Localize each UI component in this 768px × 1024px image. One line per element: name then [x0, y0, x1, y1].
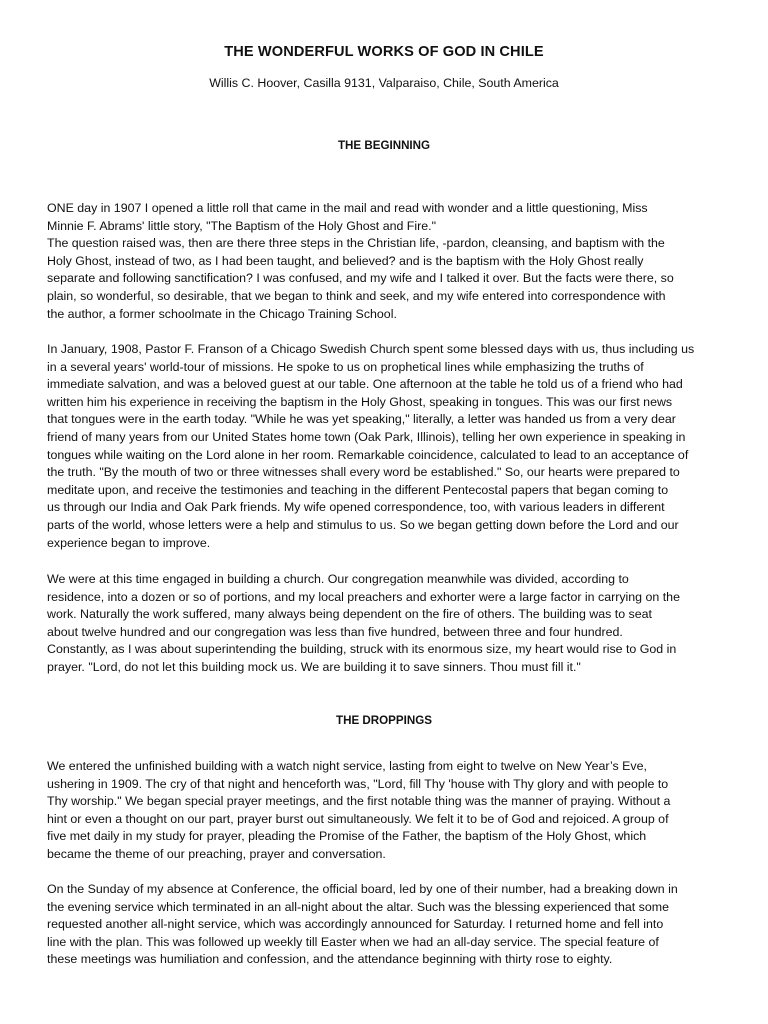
paragraph-line: separate and following sanctification? I was confused, and my wife and I talked it over. But the facts were there, so: [47, 271, 674, 286]
paragraph-line: Thy worship." We began special prayer meetings, and the first notable thing was the manner of praying. Without a: [47, 794, 671, 809]
section-heading-beginning: THE BEGINNING: [337, 139, 431, 152]
paragraph-line: became the theme of our preaching, prayer and conversation.: [47, 846, 386, 861]
paragraph: [47, 341, 723, 552]
paragraph-line: friend of many years from our United States home town (Oak Park, Illinois), telling her own experience in speaking in: [47, 429, 686, 444]
paragraph-line: Constantly, as I was about superintending the building, struck with its enormous size, my heart would rise to God in: [47, 642, 677, 657]
paragraph-line: Holy Ghost, instead of two, as I had been taught, and believed? and is the baptism with the Holy Ghost really: [47, 253, 644, 268]
paragraph-line: line with the plan. This was followed up weekly till Easter when we had an all-day service. The special feature of: [47, 934, 659, 949]
paragraph-line: requested another all-night service, which was accordingly announced for Saturday. I returned home and fell into: [47, 917, 664, 932]
paragraph-line: in a several years' world-tour of missions. He spoke to us on prophetical lines while emphasizing the truths of: [47, 359, 644, 374]
paragraph-line: The question raised was, then are there three steps in the Christian life, -pardon, cleansing, and baptism with the: [47, 236, 665, 251]
paragraph-line: In January, 1908, Pastor F. Franson of a Chicago Swedish Church spent some blessed days with us, thus including us: [47, 342, 695, 356]
author-address: Willis C. Hoover, Casilla 9131, Valparaiso, Chile, South America: [209, 76, 559, 90]
paragraph-line: the evening service which terminated in an all-night about the altar. Such was the blessing experienced that some: [47, 899, 669, 914]
paragraph-line: hint or even a thought on our part, prayer burst out simultaneously. We felt it to be of God and rejoiced. A group of: [47, 811, 669, 826]
paragraph-line: meditate upon, and receive the testimonies and teaching in the different Pentecostal papers that began coming to: [47, 482, 669, 497]
paragraph-line: us through our India and Oak Park friends. My wife opened correspondence, too, with various leaders in different: [47, 500, 665, 515]
paragraph: [47, 571, 723, 677]
paragraph-line: plain, so wonderful, so desirable, that we began to think and seek, and my wife entered into correspondence with: [47, 288, 666, 303]
paragraph: [47, 881, 723, 969]
paragraph-line: that tongues were in the earth today. "While he was yet speaking," literally, a letter was handed us from a very dear: [47, 412, 676, 427]
paragraph-line: about twelve hundred and our congregation was less than five hundred, between three and four hundred.: [47, 624, 623, 639]
paragraph-line: experience began to improve.: [47, 535, 211, 550]
paragraph: [47, 200, 723, 323]
paragraph-line: We entered the unfinished building with a watch night service, lasting from eight to twelve on New Year’s Eve,: [47, 759, 647, 773]
paragraph-line: written him his experience in receiving the baptism in the Holy Ghost, speaking in tongues. This was our first news: [47, 394, 673, 409]
section-heading-droppings: THE DROPPINGS: [336, 714, 432, 727]
paragraph-line: Minnie F. Abrams' little story, "The Baptism of the Holy Ghost and Fire.": [47, 218, 436, 233]
paragraph-line: the truth. "By the mouth of two or three witnesses shall every word be established." So, our hearts were prepared to: [47, 465, 680, 480]
paragraph-line: work. Naturally the work suffered, many always being dependent on the fire of others. The building was to seat: [47, 607, 652, 622]
paragraph-line: We were at this time engaged in building a church. Our congregation meanwhile was divided, according to: [47, 572, 629, 586]
paragraph-line: prayer. "Lord, do not let this building mock us. We are building it to save sinners. Thou must fill it.": [47, 659, 581, 674]
paragraph-line: ushering in 1909. The cry of that night and henceforth was, "Lord, fill Thy 'house with Thy glory and with people to: [47, 776, 669, 791]
paragraph: [47, 758, 723, 864]
paragraph-line: five met daily in my study for prayer, pleading the Promise of the Father, the baptism of the Holy Ghost, which: [47, 829, 647, 844]
paragraph-line: the author, a former schoolmate in the Chicago Training School.: [47, 306, 397, 321]
document-title: THE WONDERFUL WORKS OF GOD IN CHILE: [224, 44, 544, 60]
paragraph-line: residence, into a dozen or so of portions, and my local preachers and exhorter were a large factor in carrying on the: [47, 589, 680, 604]
paragraph-line: these meetings was humiliation and confession, and the attendance beginning with thirty rose to eighty.: [47, 952, 613, 967]
paragraph-line: immediate salvation, and was a beloved guest at our table. One afternoon at the table he told us of a friend who had: [47, 377, 683, 392]
paragraph-line: ONE day in 1907 I opened a little roll that came in the mail and read with wonder and a little questioning, Miss: [47, 201, 648, 215]
paragraph-line: tongues while waiting on the Lord alone in her room. Remarkable coincidence, calculated to lead to an acceptance of: [47, 447, 689, 462]
paragraph-line: parts of the world, whose letters were a help and stimulus to us. So we began getting down before the Lord and our: [47, 517, 679, 532]
paragraph-line: On the Sunday of my absence at Conference, the official board, led by one of their number, had a breaking down in: [47, 882, 678, 896]
